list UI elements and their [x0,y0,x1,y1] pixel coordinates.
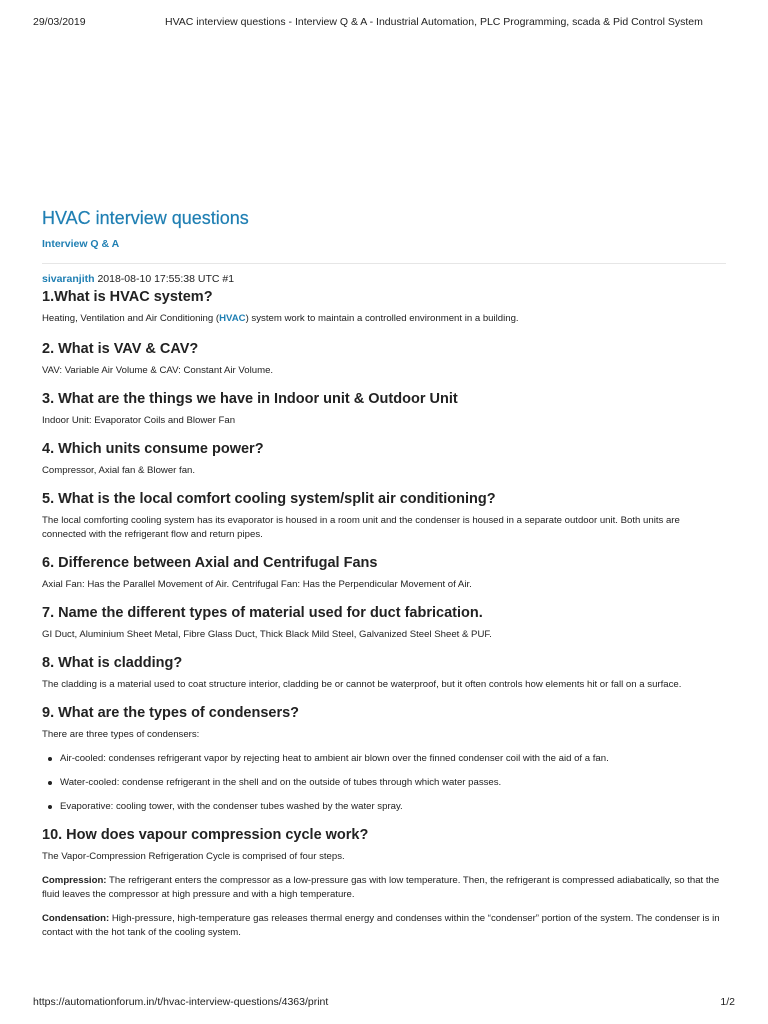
divider [42,263,726,264]
question-heading: 9. What are the types of condensers? [42,705,300,721]
answer-text: Indoor Unit: Evaporator Coils and Blower Fan [42,415,236,426]
answer-text: Compressor, Axial fan & Blower fan. [42,465,196,476]
post-meta [42,273,726,286]
answer-text: Axial Fan: Has the Parallel Movement of Air. Centrifugal Fan: Has the Perpendicular Movement of Air. [42,579,472,590]
section-q5 [42,490,726,542]
topic-title[interactable]: HVAC interview questions [42,208,249,228]
answer-text: The cladding is a material used to coat structure interior, cladding be or cannot be waterproof, but it often controls how elements hit or fall on a surface. [42,679,682,690]
question-heading: 3. What are the things we have in Indoor unit & Outdoor Unit [42,391,458,407]
print-page-title: HVAC interview questions - Interview Q & A - Industrial Automation, PLC Programming, scada & Pid Control System [165,16,703,28]
answer-intro: The Vapor-Compression Refrigeration Cycle is comprised of four steps. [42,851,345,862]
hvac-link[interactable]: HVAC [219,313,246,324]
answer-text: Heating, Ventilation and Air Conditioning (HVAC) system work to maintain a controlled environment in a building. [42,313,519,324]
question-heading: 5. What is the local comfort cooling system/split air conditioning? [42,491,496,507]
condensation-paragraph: Condensation: High-pressure, high-temperature gas releases thermal energy and condenses within the “condenser” portion of the system. The condenser is in contact with the hot tank of the cooling system. [42,913,720,938]
question-heading: 6. Difference between Axial and Centrifugal Fans [42,555,378,571]
section-q4 [42,440,726,478]
section-q1 [42,288,726,326]
print-footer [33,996,735,1010]
section-q10 [42,826,726,940]
print-date: 29/03/2019 [33,16,86,28]
page-number: 1/2 [720,996,735,1008]
section-q9 [42,704,726,814]
answer-text: GI Duct, Aluminium Sheet Metal, Fibre Glass Duct, Thick Black Mild Steel, Galvanized Steel Sheet & PUF. [42,629,492,640]
question-heading: 8. What is cladding? [42,655,183,671]
answer-text: VAV: Variable Air Volume & CAV: Constant Air Volume. [42,365,274,376]
condenser-list [42,752,726,814]
print-header [33,16,735,30]
section-q7 [42,604,726,642]
section-q3 [42,390,726,428]
answer-intro: There are three types of condensers: [42,729,200,740]
question-heading: 1.What is HVAC system? [42,289,213,305]
question-heading: 4. Which units consume power? [42,441,264,457]
list-item: Air-cooled: condenses refrigerant vapor by rejecting heat to ambient air blown over the finned condenser coil with the aid of a fan. [60,752,726,766]
compression-term: Compression: [42,875,107,886]
section-q2 [42,340,726,378]
section-q6 [42,554,726,592]
topic-content [42,206,726,940]
print-url: https://automationforum.in/t/hvac-interview-questions/4363/print [33,996,329,1008]
answer-text: The local comforting cooling system has its evaporator is housed in a room unit and the condenser is housed in a separate outdoor unit. Both units are connected with the refrigerant flow and return pipes. [42,515,680,540]
section-q8 [42,654,726,692]
post-author[interactable]: sivaranjith [42,273,95,285]
list-item: Evaporative: cooling tower, with the condenser tubes washed by the water spray. [60,800,726,814]
question-heading: 7. Name the different types of material used for duct fabrication. [42,605,483,621]
question-heading: 2. What is VAV & CAV? [42,341,199,357]
question-heading: 10. How does vapour compression cycle work? [42,827,369,843]
list-item: Water-cooled: condense refrigerant in the shell and on the outside of tubes through which water passes. [60,776,726,790]
compression-paragraph: Compression: The refrigerant enters the compressor as a low-pressure gas with low temperature. Then, the refrigerant is compressed adiabatically, so that the fluid leaves the compressor at high pressure and with a high temperature. [42,875,720,900]
category-link[interactable]: Interview Q & A [42,238,120,250]
condensation-term: Condensation: [42,913,110,924]
post-timestamp: 2018-08-10 17:55:38 UTC #1 [97,273,235,285]
